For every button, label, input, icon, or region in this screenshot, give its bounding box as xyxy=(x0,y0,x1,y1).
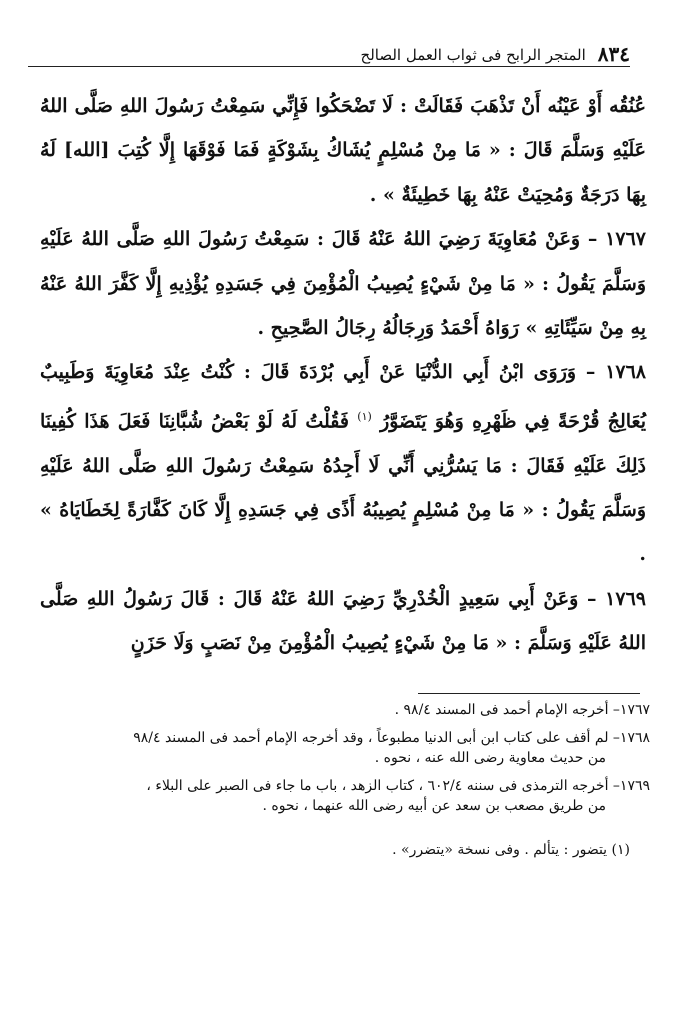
footnote-text: – لم أقف على كتاب ابن أبى الدنيا مطبوعاً ، وقد أخرجه الإمام أحمد فى المسند ٩٨/٤ xyxy=(133,730,620,746)
hadith-number: ١٧٦٨ xyxy=(605,361,647,384)
hadith-text: – وَرَوَى ابْنُ أَبِي الدُّنْيَا عَنْ أَبِي بُرْدَةَ قَالَ : كُنْتُ عِنْدَ مُعَاوِيَةَ وَطَبِيبٌ يُعَالِجُ قُرْحَةً فِي ظَهْرِهِ وَهُوَ يَتَضَوَّرُ xyxy=(40,361,646,433)
hadith-text: – وَعَنْ مُعَاوِيَةَ رَضِيَ اللهُ عَنْهُ قَالَ : سَمِعْتُ رَسُولَ اللهِ صَلَّى اللهُ عَلَيْهِ وَسَلَّمَ يَقُولُ : « مَا مِنْ شَيْءٍ يُصِيبُ الْمُؤْمِنَ فِي جَسَدِهِ يُؤْذِيهِ إِلَّا كَفَّرَ اللهُ عَنْهُ بِهِ مِنْ سَيِّئَاتِهِ » رَوَاهُ أَحْمَدُ وَرِجَالُهُ رِجَالُ الصَّحِيحِ . xyxy=(40,228,646,340)
footnote-continuation: من حديث معاوية رضى الله عنه ، نحوه . xyxy=(374,750,606,766)
footnote-1769 xyxy=(36,776,650,816)
page-number: ٨٣٤ xyxy=(597,42,630,66)
running-title: المتجر الرابح فى ثواب العمل الصالح xyxy=(360,46,586,64)
paragraph-continuation: عُنُقُه أَوْ عَيْنُه أَنْ تَذْهَبَ فَقَالَتْ : لَا تَضْحَكُوا فَإِنِّي سَمِعْتُ رَسُولَ اللهِ صَلَّى اللهُ عَلَيْهِ وَسَلَّمَ قَالَ : « مَا مِنْ مُسْلِمٍ يُشَاكُ بِشَوْكَةٍ فَمَا فَوْقَهَا إِلَّا كُتِبَ [الله] لَهُ بِهَا دَرَجَةٌ وَمُحِيَتْ عَنْهُ بِهَا خَطِيئَةٌ » . xyxy=(40,95,647,206)
hadith-text: فَقُلْتُ لَهُ لَوْ بَعْضُ شُبَّانِنَا فَعَلَ هَذَا كُفِينَا ذَلِكَ عَلَيْهِ فَقَالَ : مَا يَسُرُّنِي أَنِّي لَا أَجِدُهُ سَمِعْتُ رَسُولَ اللهِ صَلَّى اللهُ عَلَيْهِ وَسَلَّمَ يَقُولُ : « مَا مِنْ مُسْلِمٍ يُصِيبُهُ أَذًى فِي جَسَدِهِ إِلَّا كَانَ كَفَّارَةً لِخَطَايَاهُ » . xyxy=(40,410,646,566)
main-text xyxy=(40,84,646,666)
footnotes xyxy=(36,700,650,860)
hadith-1768 xyxy=(40,350,646,576)
page-header xyxy=(28,40,630,67)
footnote-1768 xyxy=(36,728,650,768)
hadith-text: – وَعَنْ أَبِي سَعِيدٍ الْخُدْرِيِّ رَضِيَ اللهُ عَنْهُ قَالَ : قَالَ رَسُولُ اللهِ صَلَّى اللهُ عَلَيْهِ وَسَلَّمَ : « مَا مِنْ شَيْءٍ يُصِيبُ الْمُؤْمِنَ مِنْ نَصَبٍ وَلَا حَزَنٍ xyxy=(40,587,646,655)
footnote-separator xyxy=(418,693,640,694)
hadith-number: ١٧٦٩ xyxy=(605,587,646,610)
footnote-number: ١٧٦٧ xyxy=(619,702,650,718)
footnote-text: – أخرجه الترمذى فى سننه ٦٠٢/٤ ، كتاب الزهد ، باب ما جاء فى الصبر على البلاء ، xyxy=(146,778,620,794)
footnote-number: ١٧٦٨ xyxy=(619,730,650,746)
hadith-1769 xyxy=(40,577,646,666)
footnote-number: ١٧٦٩ xyxy=(619,778,650,794)
footnote-marker[interactable]: (١) xyxy=(357,409,372,423)
footnote-1767 xyxy=(36,700,650,720)
word-gloss-note: (١) يتضور : يتألم . وفى نسخة «يتضرر» . xyxy=(392,842,630,858)
footnote-continuation: من طريق مصعب بن سعد عن أبيه رضى الله عنهما ، نحوه . xyxy=(262,798,606,814)
footnote-text: – أخرجه الإمام أحمد فى المسند ٩٨/٤ . xyxy=(394,702,620,718)
hadith-number: ١٧٦٧ xyxy=(605,228,646,251)
hadith-1767 xyxy=(40,217,646,350)
